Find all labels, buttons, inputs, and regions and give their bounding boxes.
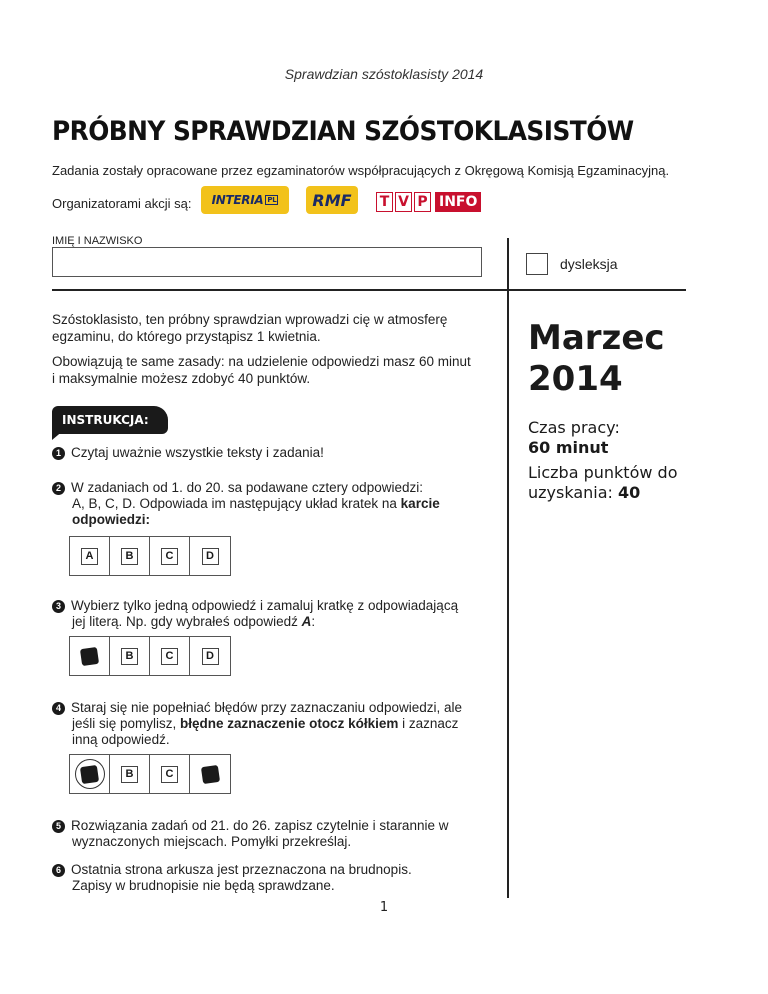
answer-grid-example — [69, 536, 231, 576]
answer-grid-filled-example — [69, 636, 231, 676]
answer-box-c: C — [161, 548, 178, 565]
answer-box-a: A — [81, 548, 98, 565]
answer-box-a-filled — [80, 764, 99, 783]
vertical-divider — [507, 238, 509, 898]
instruction-step-5: 5 Rozwiązania zadań od 21. do 26. zapisz czytelnie i starannie w wyznaczonych miejscach. Pomyłki przekreślaj. — [52, 818, 448, 850]
name-field[interactable] — [52, 247, 482, 277]
answer-box-d-filled — [200, 764, 219, 783]
tvp-info-logo: T V P INFO — [376, 192, 481, 212]
intro-paragraph-2: Obowiązują te same zasady: na udzielenie odpowiedzi masz 60 minut i maksymalnie możesz zdobyć 40 punktów. — [52, 354, 471, 386]
answer-box-d: D — [202, 548, 219, 565]
rmf-logo: RMF — [306, 186, 358, 214]
instruction-step-6: 6 Ostatnia strona arkusza jest przeznaczona na brudnopis. Zapisy w brudnopisie nie będą sprawdzane. — [52, 862, 412, 894]
points-info: Liczba punktów do uzyskania: 40 — [528, 463, 678, 502]
correction-circle — [75, 759, 105, 789]
instruction-step-1: 1 Czytaj uważnie wszystkie teksty i zadania! — [52, 445, 324, 461]
dyslexia-label: dysleksja — [560, 256, 618, 272]
organizers-label: Organizatorami akcji są: — [52, 196, 192, 211]
page-number: 1 — [379, 900, 389, 915]
answer-box-a-filled — [80, 646, 99, 665]
answer-box-b: B — [121, 766, 138, 783]
page-title: PRÓBNY SPRAWDZIAN SZÓSTOKLASISTÓW — [52, 116, 634, 147]
answer-box-d: D — [202, 648, 219, 665]
answer-grid-correction-example — [69, 754, 231, 794]
instruction-badge-tail — [52, 430, 64, 440]
instruction-step-4: 4 Staraj się nie popełniać błędów przy zaznaczaniu odpowiedzi, ale jeśli się pomylisz, błędne zaznaczenie otocz kółkiem i zaznacz inną odpowiedź. — [52, 700, 462, 748]
instruction-step-3: 3 Wybierz tylko jedną odpowiedź i zamaluj kratkę z odpowiadającą jej literą. Np. gdy wybrałeś odpowiedź A: — [52, 598, 458, 630]
time-info: Czas pracy: 60 minut — [528, 418, 620, 457]
answer-box-c: C — [161, 648, 178, 665]
answer-box-b: B — [121, 548, 138, 565]
answer-box-c: C — [161, 766, 178, 783]
instruction-badge: INSTRUKCJA: — [52, 406, 168, 434]
exam-date: Marzec 2014 — [528, 318, 665, 399]
running-header: Sprawdzian szóstoklasisty 2014 — [284, 66, 484, 82]
intro-paragraph-1: Szóstoklasisto, ten próbny sprawdzian wprowadzi cię w atmosferę egzaminu, do którego przystąpisz 1 kwietnia. — [52, 312, 448, 344]
instruction-step-2: 2 W zadaniach od 1. do 20. sa podawane cztery odpowiedzi: A, B, C, D. Odpowiada im następujący układ kratek na karcie odpowiedzi: — [52, 480, 440, 528]
answer-box-b: B — [121, 648, 138, 665]
dyslexia-checkbox[interactable] — [526, 253, 548, 275]
name-label: IMIĘ I NAZWISKO — [52, 235, 143, 247]
horizontal-divider — [52, 289, 686, 291]
subtitle: Zadania zostały opracowane przez egzaminatorów współpracujących z Okręgową Komisją Egzaminacyjną. — [52, 163, 670, 178]
interia-logo: INTERIA PL — [201, 186, 289, 214]
